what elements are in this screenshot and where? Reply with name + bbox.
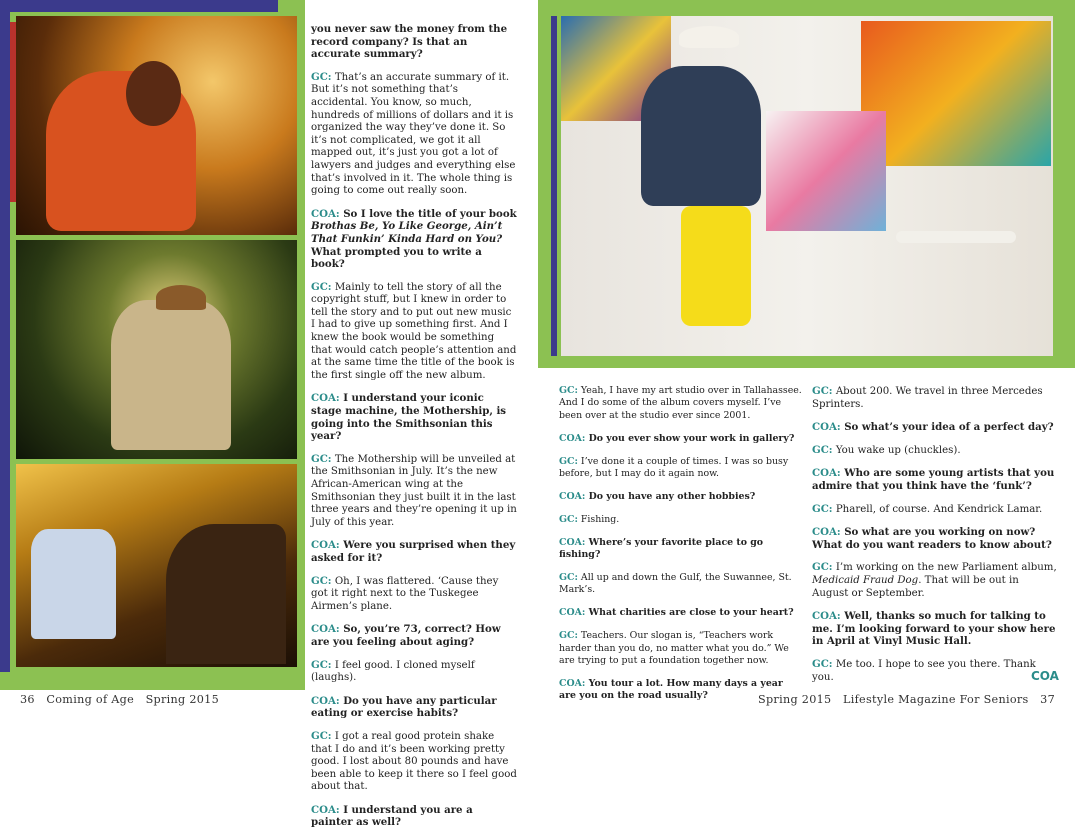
- answer-5-text: I feel good. I cloned myself (laughs).: [311, 659, 475, 684]
- answer-m1-text: Yeah, I have my art studio over in Tallahassee. And I do some of the album covers myself. I’ve been over at the studio ever since 2001.: [559, 385, 802, 421]
- speaker-label: GC:: [812, 502, 833, 515]
- answer-m4-text: All up and down the Gulf, the Suwannee, St. Mark’s.: [559, 572, 792, 596]
- question-r4-text: So what are you working on now? What do you want readers to know about?: [812, 526, 1052, 551]
- answer-r1-text: About 200. We travel in three Mercedes Sprinters.: [812, 386, 1043, 410]
- question-r5-text: Well, thanks so much for talking to me. I’m looking forward to your show here in April at Vinyl Music Hall.: [812, 610, 1056, 648]
- question-6: [311, 695, 517, 720]
- speaker-label: GC:: [812, 561, 833, 574]
- speaker-label: COA:: [311, 694, 340, 707]
- question-6-text: Do you have any particular eating or exercise habits?: [311, 694, 497, 720]
- answer-m2: [559, 456, 803, 481]
- answer-1: [311, 71, 517, 198]
- question-r5: [812, 610, 1057, 648]
- answer-r2-text: You wake up (chuckles).: [835, 444, 961, 456]
- answer-m4: [559, 572, 803, 597]
- answer-1-text: That’s an accurate summary of it. But it’s not something that’s accidental. You know, so much, hundreds of millions of dollars and it is organized the way they’ve done it. So it’s not complicated, we got it all mapped out, it’s just you got a lot of lawyers and judges and everything else that’s involved in it. The whole thing is going to come out really soon.: [311, 71, 516, 197]
- speaker-label: COA:: [812, 467, 841, 480]
- answer-r5: [812, 658, 1057, 684]
- answer-r1: [812, 385, 1057, 411]
- answer-2: [311, 281, 517, 383]
- answer-3: [311, 453, 517, 530]
- left-text-column: [311, 23, 517, 839]
- speaker-label: COA:: [311, 623, 340, 636]
- answer-r4-post: . That will be out in August or September.: [812, 574, 1019, 599]
- question-m4: [559, 537, 803, 562]
- question-m4-text: Where’s your favorite place to go fishing?: [559, 536, 764, 561]
- concert-photo-1: [16, 16, 297, 235]
- book-title: Brothas Be, Yo Like George, Ain’t That Funkin’ Kinda Hard on You?: [311, 220, 503, 245]
- concert-photo-2: [16, 240, 297, 459]
- question-5: [311, 623, 517, 648]
- answer-5: [311, 659, 517, 685]
- answer-3-text: The Mothership will be unveiled at the Smithsonian in July. It’s the new African-American wing at the Smithsonian they just built it in the last three years and they’re opening it up in July of this year.: [311, 453, 517, 528]
- speaker-label: GC:: [812, 443, 833, 456]
- question-r4: [812, 526, 1057, 551]
- right-side-blue-bar: [551, 16, 557, 356]
- question-r2-text: So what’s your idea of a perfect day?: [844, 421, 1054, 434]
- right-text-column: [812, 385, 1057, 694]
- question-2-pre: So I love the title of your book: [343, 207, 517, 220]
- speaker-label: GC:: [311, 658, 332, 671]
- answer-r2: [812, 444, 1057, 458]
- speaker-label: COA:: [559, 490, 586, 502]
- question-m2-text: Do you ever show your work in gallery?: [588, 432, 795, 444]
- answer-m1: [559, 385, 803, 422]
- speaker-label: GC:: [559, 572, 578, 584]
- speaker-label: COA:: [559, 607, 586, 619]
- speaker-label: GC:: [311, 452, 332, 465]
- answer-4: [311, 575, 517, 614]
- speaker-label: COA:: [311, 803, 340, 816]
- speaker-label: COA:: [559, 678, 586, 689]
- speaker-label: COA:: [311, 392, 340, 405]
- album-title: Medicaid Fraud Dog: [812, 574, 919, 586]
- speaker-label: GC:: [311, 574, 332, 587]
- speaker-label: COA:: [559, 432, 586, 444]
- speaker-label: COA:: [812, 526, 841, 539]
- answer-2-text: Mainly to tell the story of all the copyright stuff, but I knew in order to tell the story and to put out new music I had to give up something first. And I knew the book would be something that would catch people’s attention and at the same time the title of the book is the first single off the new album.: [311, 281, 517, 381]
- coa-logo-icon: COA: [1031, 669, 1059, 683]
- question-m6-text: You tour a lot. How many days a year are you on the road usually?: [559, 678, 783, 702]
- question-3: [311, 392, 517, 442]
- speaker-label: GC:: [559, 385, 578, 396]
- question-4: [311, 539, 517, 564]
- answer-r4-pre: I’m working on the new Parliament album,: [835, 562, 1057, 574]
- question-m3-text: Do you have any other hobbies?: [588, 490, 756, 502]
- question-m5: [559, 607, 803, 619]
- question-7-text: I understand you are a painter as well?: [311, 803, 473, 829]
- speaker-label: COA:: [559, 536, 586, 548]
- speaker-label: COA:: [311, 539, 340, 552]
- question-4-text: Were you surprised when they asked for it?: [311, 539, 516, 564]
- question-m5-text: What charities are close to your heart?: [588, 607, 794, 619]
- question-r3: [812, 467, 1057, 492]
- speaker-label: GC:: [559, 630, 578, 642]
- question-7: [311, 804, 517, 829]
- question-m3: [559, 491, 803, 503]
- speaker-label: COA:: [812, 610, 841, 623]
- footer-right: Spring 2015 Lifestyle Magazine For Seniors 37: [758, 693, 1055, 706]
- answer-r5-text: Me too. I hope to see you there. Thank you.: [812, 658, 1036, 683]
- left-side-blue-bar: [0, 12, 10, 672]
- speaker-label: GC:: [311, 70, 332, 83]
- speaker-label: GC:: [559, 513, 578, 525]
- studio-photo: [561, 16, 1053, 356]
- question-5-text: So, you’re 73, correct? How are you feeling about aging?: [311, 623, 501, 648]
- question-2-post: What prompted you to write a book?: [311, 245, 482, 271]
- answer-m3: [559, 514, 803, 526]
- question-3-text: I understand your iconic stage machine, the Mothership, is going into the Smithsonian this year?: [311, 392, 507, 443]
- answer-4-text: Oh, I was flattered. ‘Cause they got it right next to the Tuskegee Airmen’s plane.: [311, 575, 499, 612]
- question-m2: [559, 433, 803, 445]
- speaker-label: COA:: [812, 421, 841, 434]
- footer-left: 36 Coming of Age Spring 2015: [20, 693, 220, 706]
- question-2: [311, 208, 517, 271]
- answer-m5: [559, 630, 803, 667]
- speaker-label: GC:: [812, 657, 833, 670]
- middle-text-column: [559, 385, 803, 713]
- answer-m2-text: I’ve done it a couple of times. I was so busy before, but I may do it again now.: [559, 455, 789, 480]
- answer-r4: [812, 561, 1057, 600]
- answer-r3: [812, 503, 1057, 517]
- answer-6-text: I got a real good protein shake that I do and it’s been working pretty good. I lost about 80 pounds and have been able to keep it there so I feel good about that.: [311, 730, 517, 793]
- speaker-label: GC:: [559, 455, 578, 467]
- concert-photo-3: [16, 464, 297, 667]
- answer-6: [311, 730, 517, 794]
- question-0-tail: you never saw the money from the record company? Is that an accurate summary?: [311, 23, 508, 61]
- answer-r3-text: Pharell, of course. And Kendrick Lamar.: [835, 503, 1043, 515]
- question-r2: [812, 421, 1057, 434]
- speaker-label: GC:: [812, 385, 833, 397]
- answer-m5-text: Teachers. Our slogan is, “Teachers work harder than you do, no matter what you do.” We are trying to put a foundation together now.: [559, 630, 789, 667]
- speaker-label: GC:: [311, 280, 332, 293]
- speaker-label: COA:: [311, 207, 340, 220]
- question-r3-text: Who are some young artists that you admire that you think have the ‘funk’?: [812, 467, 1055, 492]
- answer-m3-text: Fishing.: [580, 513, 620, 525]
- left-top-blue-bar: [0, 0, 278, 12]
- speaker-label: GC:: [311, 729, 332, 742]
